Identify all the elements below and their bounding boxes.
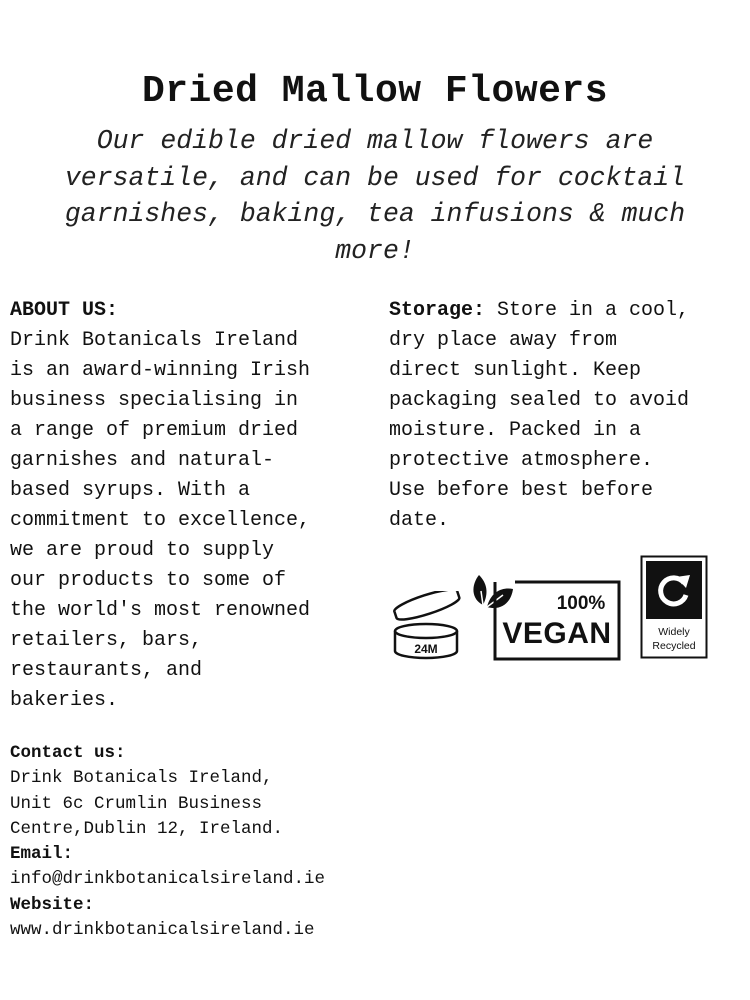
recycled-line1: Widely bbox=[658, 626, 690, 638]
website-value: www.drinkbotanicalsireland.ie bbox=[10, 920, 315, 941]
storage-section bbox=[389, 296, 744, 536]
contact-address: Drink Botanicals Ireland, Unit 6c Crumlin Business Centre,Dublin 12, Ireland. bbox=[10, 768, 284, 839]
pao-label: 24M bbox=[414, 642, 438, 656]
page-title: Dried Mallow Flowers bbox=[141, 70, 609, 113]
about-heading: ABOUT US: bbox=[10, 299, 119, 322]
storage-text: Store in a cool, dry place away from direct sunlight. Keep packaging sealed to avoid moisture. Packed in a protective atmosphere. Use before best before date. bbox=[389, 299, 690, 532]
about-section bbox=[10, 296, 380, 716]
tagline: Our edible dried mallow flowers are versatile, and can be used for cocktail garnishes, baking, tea infusions & much more! bbox=[64, 126, 686, 266]
contact-section bbox=[10, 741, 390, 943]
vegan-badge-icon bbox=[469, 573, 624, 661]
website-label: Website: bbox=[10, 894, 95, 915]
email-label: Email: bbox=[10, 844, 74, 865]
widely-recycled-icon bbox=[640, 555, 708, 659]
contact-heading: Contact us: bbox=[10, 743, 126, 763]
about-body: Drink Botanicals Ireland is an award-winning Irish business specialising in a range of premium dried garnishes and natural- based syrups. With a commitment to excellence, we are proud to supply our products to some of the world's most renowned retailers, bars, restaurants, and bakeries. bbox=[10, 329, 311, 712]
vegan-label: VEGAN bbox=[502, 617, 612, 650]
storage-label: Storage: bbox=[389, 299, 486, 322]
email-value: info@drinkbotanicalsireland.ie bbox=[10, 869, 326, 890]
open-jar-icon bbox=[389, 591, 467, 661]
product-icons bbox=[389, 553, 719, 661]
recycled-line2: Recycled bbox=[652, 640, 696, 652]
vegan-percent: 100% bbox=[556, 593, 606, 614]
